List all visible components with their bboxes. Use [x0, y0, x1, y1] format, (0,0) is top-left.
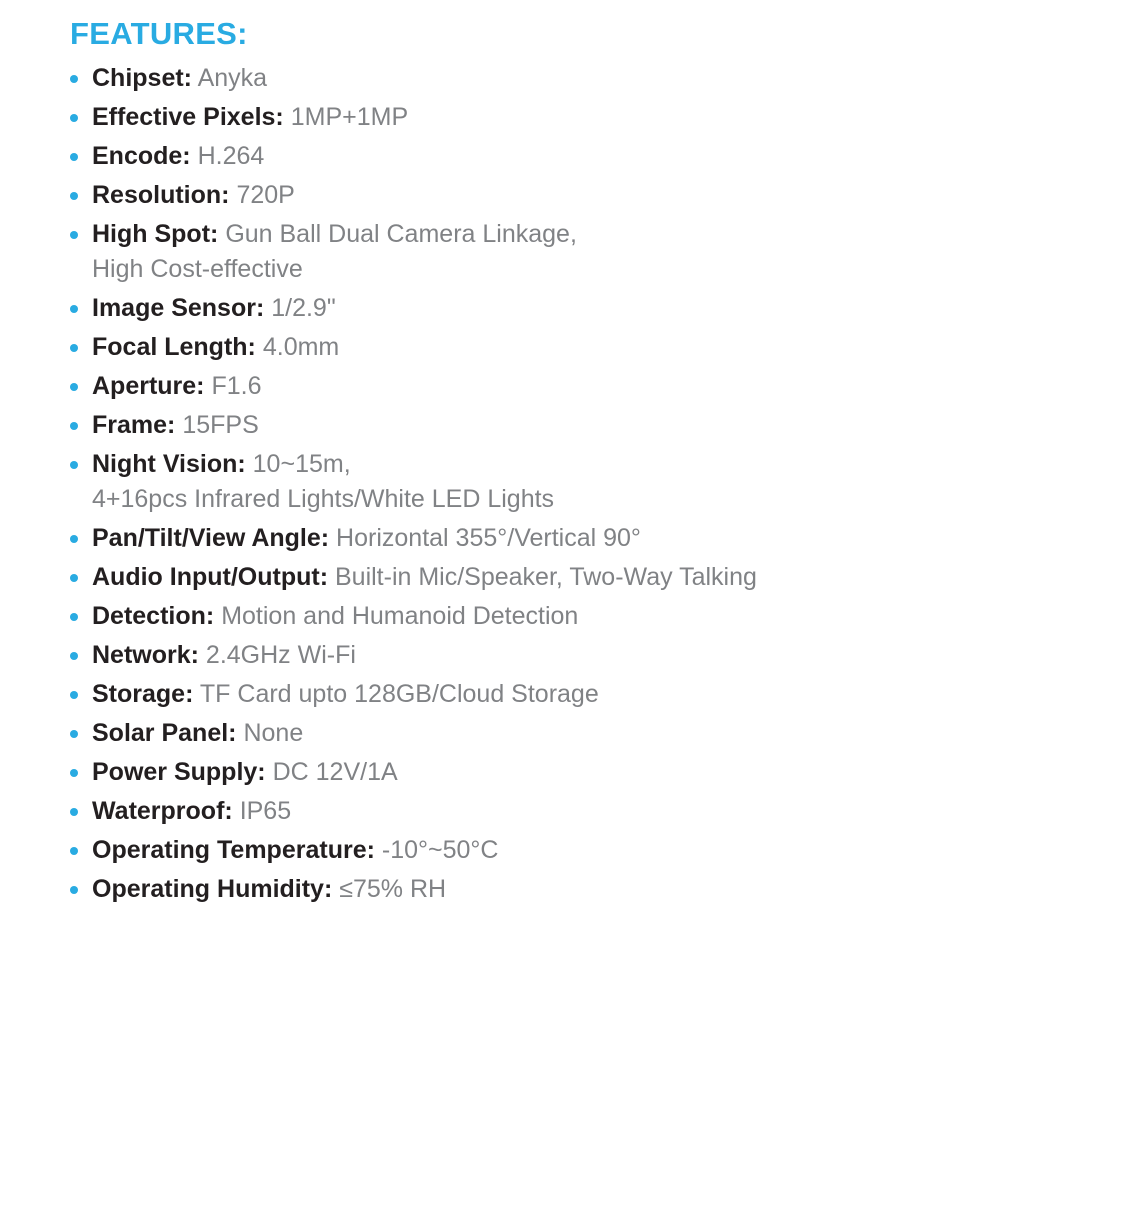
spec-item: [62, 639, 1103, 672]
spec-item: [62, 331, 1103, 364]
spec-value: Motion and Humanoid Detection: [221, 602, 579, 630]
spec-label: Operating Temperature:: [92, 836, 375, 864]
spec-label: Storage:: [92, 680, 194, 708]
spec-value: H.264: [197, 142, 265, 170]
spec-item: [62, 62, 1103, 95]
spec-value: IP65: [239, 797, 292, 825]
spec-label: Focal Length:: [92, 333, 256, 361]
spec-item: [62, 448, 1103, 516]
spec-label: Night Vision:: [92, 450, 246, 478]
spec-item: [62, 179, 1103, 212]
spec-value: F1.6: [211, 372, 262, 400]
spec-value: 10~15m,: [252, 450, 351, 478]
spec-value: Built-in Mic/Speaker, Two-Way Talking: [334, 563, 757, 591]
spec-value: Anyka: [197, 64, 268, 92]
spec-value: 15FPS: [182, 411, 259, 439]
spec-item: [62, 600, 1103, 633]
spec-item: [62, 561, 1103, 594]
spec-label: Chipset:: [92, 64, 192, 92]
spec-value: Horizontal 355°/Vertical 90°: [336, 524, 641, 552]
spec-item: [62, 873, 1103, 906]
spec-label: Network:: [92, 641, 199, 669]
spec-label: Encode:: [92, 142, 191, 170]
spec-label: Operating Humidity:: [92, 875, 333, 903]
spec-item: [62, 409, 1103, 442]
spec-value: 2.4GHz Wi-Fi: [205, 641, 356, 669]
spec-item: [62, 522, 1103, 555]
spec-label: Resolution:: [92, 181, 230, 209]
spec-value: ≤75% RH: [339, 875, 447, 903]
spec-label: Effective Pixels:: [92, 103, 284, 131]
spec-label: Detection:: [92, 602, 215, 630]
spec-label: Aperture:: [92, 372, 205, 400]
spec-label: Power Supply:: [92, 758, 266, 786]
spec-value-continued: High Cost-effective: [92, 255, 303, 283]
spec-label: Frame:: [92, 411, 176, 439]
spec-label: Waterproof:: [92, 797, 233, 825]
spec-item: [62, 370, 1103, 403]
spec-item: [62, 717, 1103, 750]
spec-item: [62, 101, 1103, 134]
spec-label: High Spot:: [92, 220, 219, 248]
spec-value: Gun Ball Dual Camera Linkage,: [225, 220, 577, 248]
spec-value-continued: 4+16pcs Infrared Lights/White LED Lights: [92, 485, 555, 513]
spec-item: [62, 678, 1103, 711]
spec-label: Image Sensor:: [92, 294, 265, 322]
spec-item: [62, 218, 1103, 286]
spec-value: 4.0mm: [262, 333, 340, 361]
spec-item: [62, 756, 1103, 789]
spec-label: Pan/Tilt/View Angle:: [92, 524, 330, 552]
spec-value: None: [243, 719, 304, 747]
spec-value: 1/2.9": [271, 294, 336, 322]
spec-item: [62, 292, 1103, 325]
spec-item: [62, 140, 1103, 173]
spec-label: Audio Input/Output:: [92, 563, 329, 591]
spec-item: [62, 834, 1103, 867]
spec-value: TF Card upto 128GB/Cloud Storage: [199, 680, 599, 708]
page-title: FEATURES:: [70, 16, 248, 51]
spec-value: -10°~50°C: [381, 836, 499, 864]
spec-value: 1MP+1MP: [290, 103, 409, 131]
spec-item: [62, 795, 1103, 828]
specification-list: [62, 62, 1103, 906]
spec-value: DC 12V/1A: [272, 758, 398, 786]
spec-label: Solar Panel:: [92, 719, 237, 747]
spec-value: 720P: [236, 181, 295, 209]
